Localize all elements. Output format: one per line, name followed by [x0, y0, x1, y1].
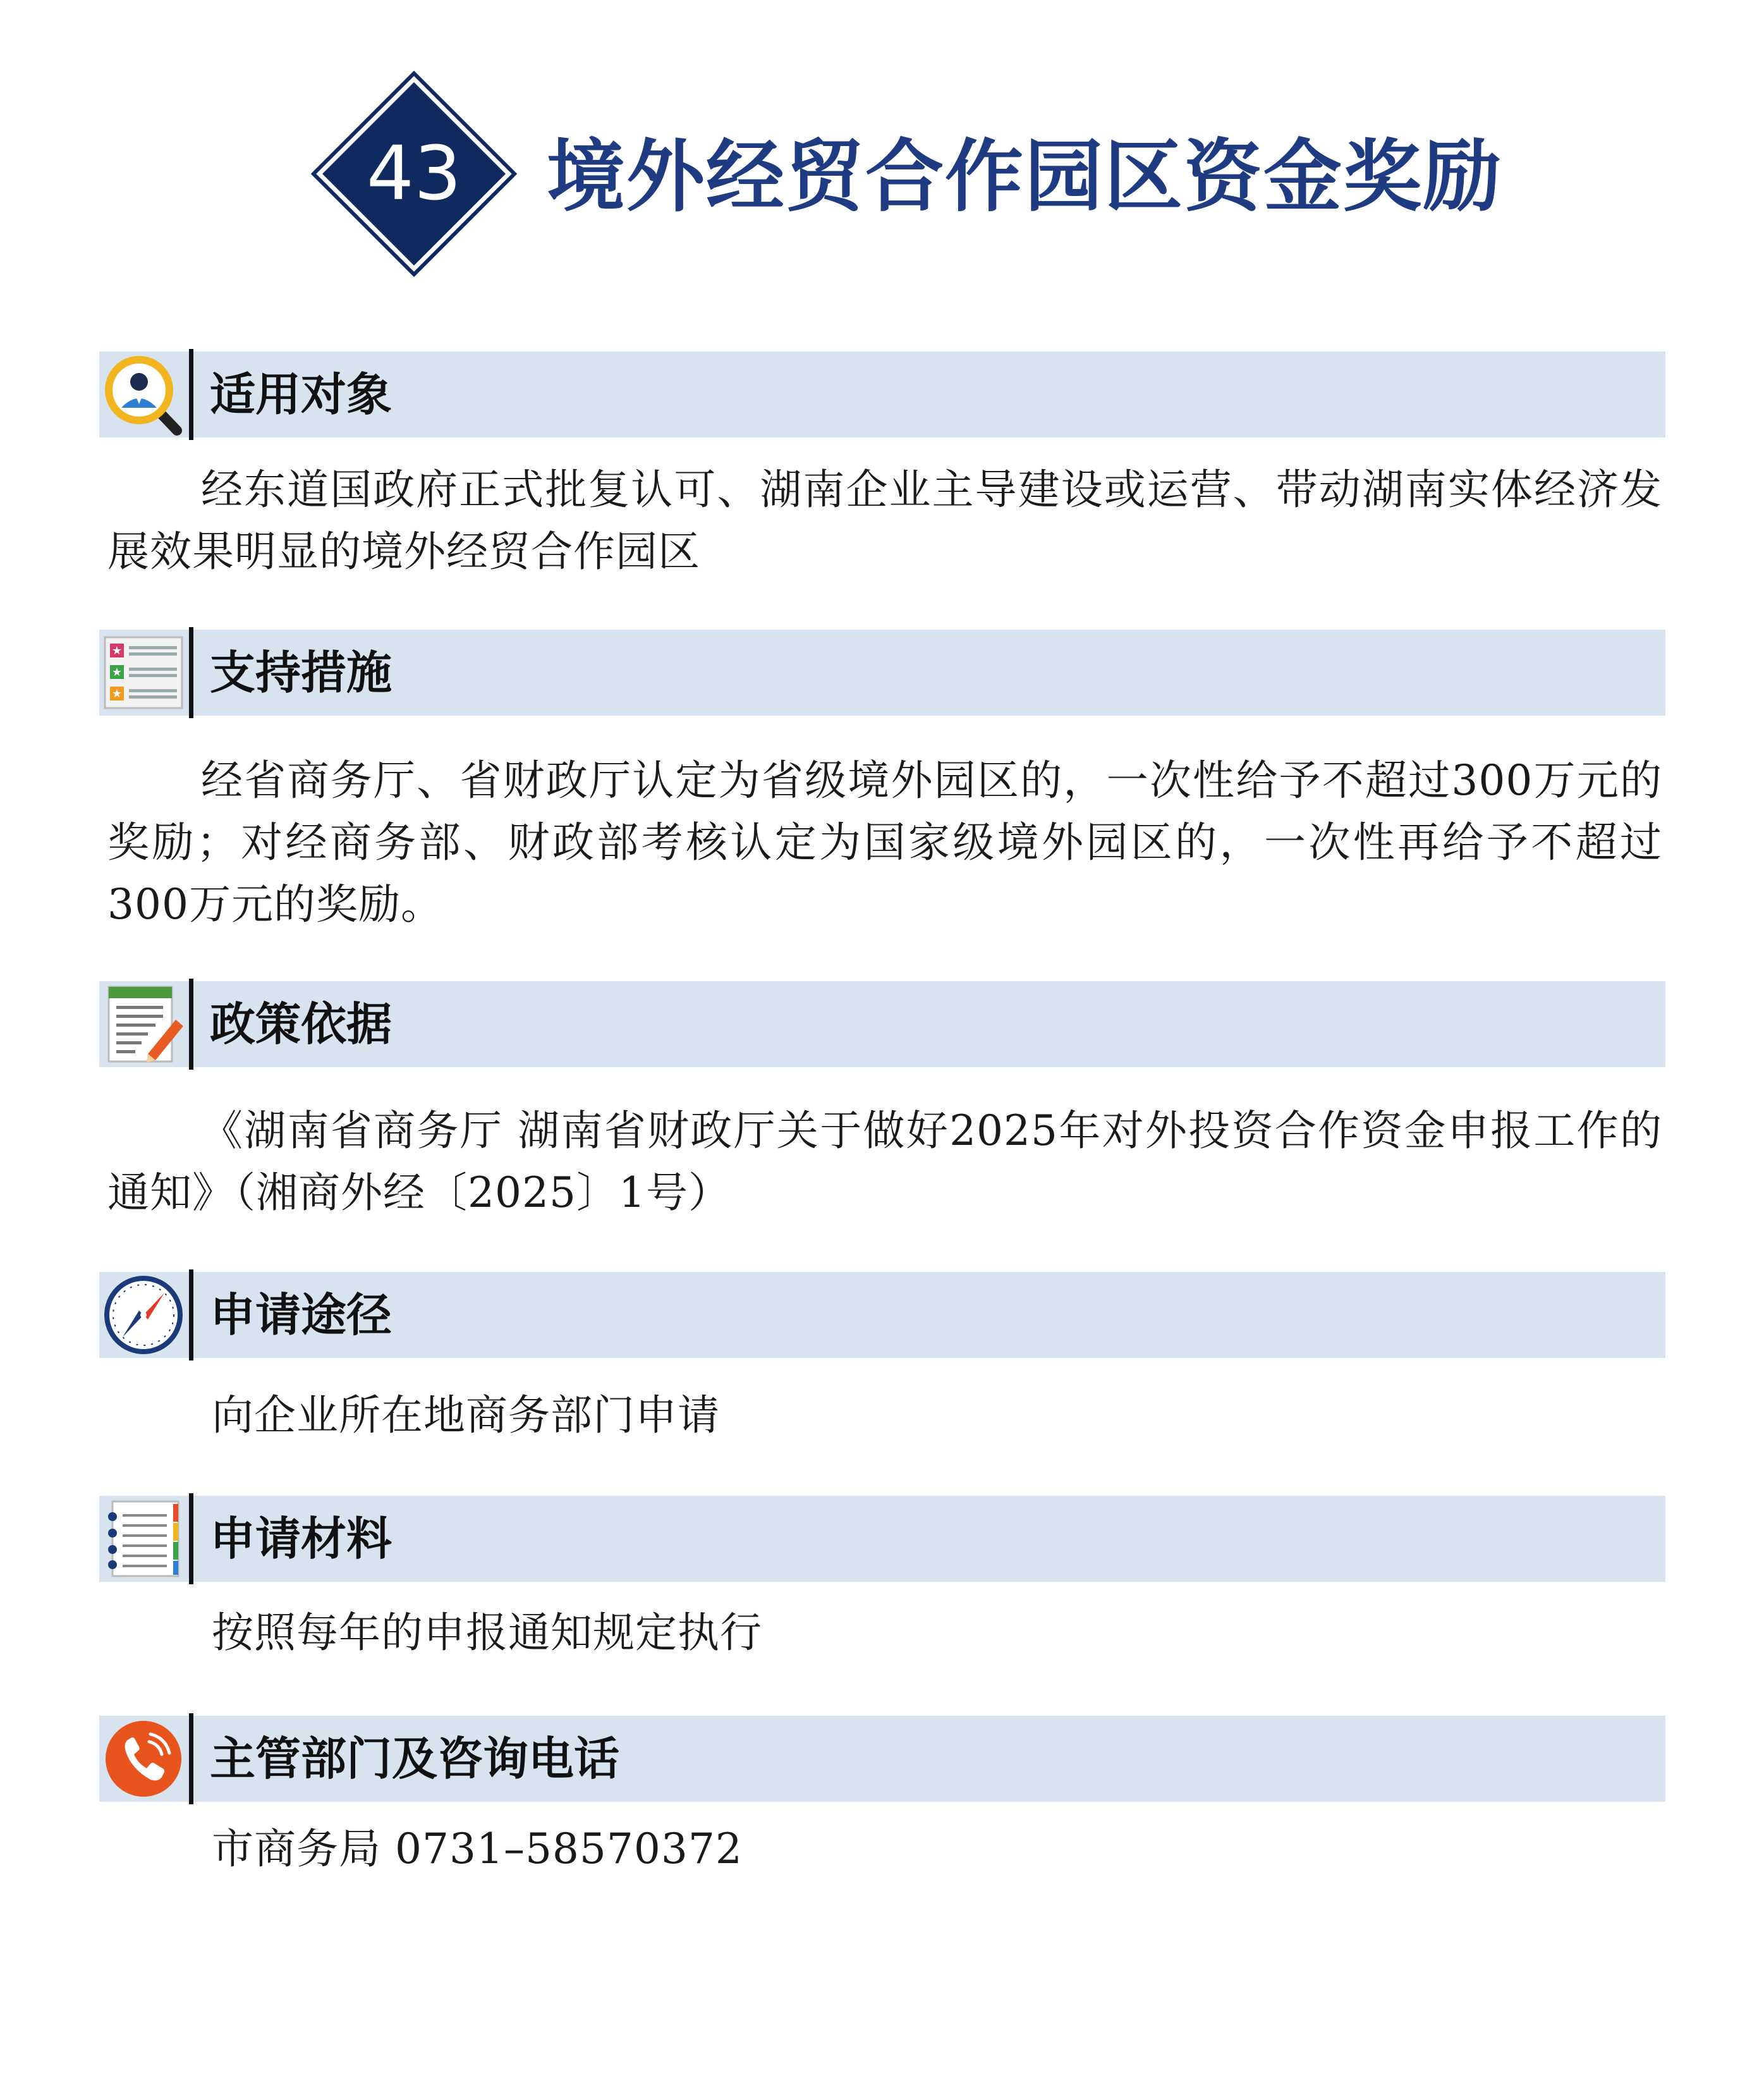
magnifier-person-icon	[99, 352, 188, 437]
section-title: 申请材料	[210, 1512, 392, 1565]
section-body: 市商务局 0731–58570372	[212, 1825, 743, 1873]
section-body: 经东道国政府正式批复认可、湖南企业主导建设或运营、带动湖南实体经济发展效果明显的境外经贸合作园区	[107, 465, 1662, 576]
document-pencil-icon	[99, 981, 188, 1067]
section-body: 按照每年的申报通知规定执行	[212, 1608, 762, 1657]
section-title: 支持措施	[210, 646, 392, 699]
phone-icon	[99, 1716, 188, 1802]
svg-text:★: ★	[111, 644, 123, 657]
section-header-policy-basis	[99, 981, 1665, 1067]
checklist-stars-icon	[99, 630, 188, 716]
section-header-measures	[99, 630, 1665, 716]
section-title: 申请途径	[210, 1288, 392, 1342]
section-body: 《湖南省商务厅 湖南省财政厅关于做好2025年对外投资合作资金申报工作的通知》（湘商外经〔2025〕1号）	[107, 1106, 1662, 1217]
number-diamond-icon	[310, 70, 518, 278]
page-header	[310, 70, 1511, 278]
svg-text:★: ★	[111, 666, 123, 679]
section-header-department-contact	[99, 1716, 1665, 1802]
section-body: 经省商务厅、省财政厅认定为省级境外园区的，一次性给予不超过300万元的奖励；对经商务部、财政部考核认定为国家级境外园区的，一次性再给予不超过300万元的奖励。	[107, 756, 1662, 929]
page-title: 境外经贸合作园区资金奖励	[547, 131, 1503, 223]
section-header-application-channel	[99, 1272, 1665, 1358]
section-title: 政策依据	[210, 998, 392, 1051]
section-number: 43	[366, 130, 462, 217]
section-title: 主管部门及咨询电话	[210, 1732, 620, 1785]
section-title: 适用对象	[210, 368, 392, 421]
section-body: 向企业所在地商务部门申请	[212, 1391, 720, 1440]
section-header-eligibility	[99, 352, 1665, 437]
section-header-materials	[99, 1496, 1665, 1582]
notebook-icon	[99, 1496, 188, 1582]
compass-icon	[99, 1272, 188, 1358]
svg-text:★: ★	[111, 687, 123, 700]
